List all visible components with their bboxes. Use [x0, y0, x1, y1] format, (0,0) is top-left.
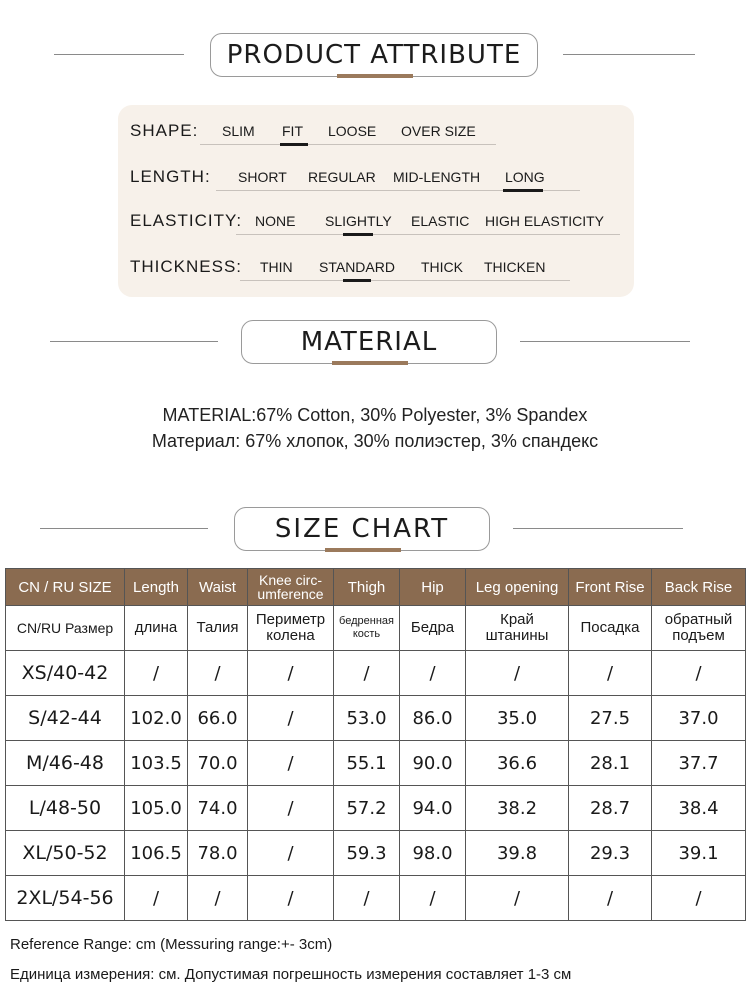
attribute-option: THICK	[421, 259, 463, 275]
attribute-option-selected: FIT	[282, 123, 303, 139]
table-cell: 74.0	[188, 786, 248, 831]
table-cell: 103.5	[125, 741, 188, 786]
divider-left	[54, 54, 184, 55]
table-cell: /	[248, 651, 334, 696]
attribute-label: SHAPE:	[130, 121, 199, 140]
table-cell: /	[466, 651, 569, 696]
table-cell: /	[248, 741, 334, 786]
reference-range-note: Reference Range: cm (Messuring range:+- 3cm)	[10, 936, 333, 953]
table-cell: 98.0	[400, 831, 466, 876]
size-cell: XL/50-52	[6, 831, 125, 876]
attribute-option: HIGH ELASTICITY	[485, 213, 605, 229]
table-cell: 78.0	[188, 831, 248, 876]
table-row	[6, 786, 746, 831]
attribute-option: THICKEN	[484, 259, 546, 275]
attribute-option: REGULAR	[308, 169, 376, 185]
table-cell: /	[125, 876, 188, 921]
divider-right	[520, 341, 690, 342]
attribute-underline	[240, 280, 570, 281]
table-row	[6, 741, 746, 786]
section-title: SIZE CHART	[234, 507, 490, 551]
table-cell: /	[400, 876, 466, 921]
table-cell: /	[248, 831, 334, 876]
table-cell: 53.0	[334, 696, 400, 741]
table-cell: /	[188, 876, 248, 921]
attribute-option: NONE	[255, 213, 296, 229]
column-header-ru: длина	[125, 606, 188, 651]
table-cell: 90.0	[400, 741, 466, 786]
table-row	[6, 831, 746, 876]
attribute-row-elasticity	[118, 209, 634, 239]
attribute-option: SLIM	[222, 123, 255, 139]
section-title: PRODUCT ATTRIBUTE	[210, 33, 538, 77]
table-cell: /	[248, 876, 334, 921]
column-header: Waist	[188, 569, 248, 606]
column-header-ru: Посадка	[569, 606, 652, 651]
table-header-row	[6, 569, 746, 606]
column-header-ru: Бедра	[400, 606, 466, 651]
divider-right	[513, 528, 683, 529]
column-header-ru: CN/RU Размер	[6, 606, 125, 651]
table-cell: 57.2	[334, 786, 400, 831]
table-cell: /	[466, 876, 569, 921]
attribute-option: LOOSE	[328, 123, 377, 139]
table-cell: 70.0	[188, 741, 248, 786]
table-cell: 36.6	[466, 741, 569, 786]
table-cell: 105.0	[125, 786, 188, 831]
attribute-option-selected: LONG	[505, 169, 545, 185]
section-title: MATERIAL	[241, 320, 497, 364]
table-cell: /	[652, 651, 746, 696]
column-header-ru: Край штанины	[466, 606, 569, 651]
table-cell: /	[400, 651, 466, 696]
table-cell: 37.7	[652, 741, 746, 786]
table-cell: /	[652, 876, 746, 921]
divider-left	[40, 528, 208, 529]
reference-range-note-ru: Единица измерения: см. Допустимая погрешность измерения составляет 1-3 см	[10, 966, 572, 983]
table-cell: 28.7	[569, 786, 652, 831]
column-header: CN / RU SIZE	[6, 569, 125, 606]
column-header: Front Rise	[569, 569, 652, 606]
divider-right	[563, 54, 695, 55]
table-cell: 28.1	[569, 741, 652, 786]
attribute-label: ELASTICITY:	[130, 211, 243, 230]
attribute-panel	[118, 105, 634, 297]
material-russian: Материал: 67% хлопок, 30% полиэстер, 3% спандекс	[151, 431, 599, 451]
selected-marker	[280, 143, 308, 146]
column-header-ru: бедренная кость	[334, 606, 400, 651]
column-header: Thigh	[334, 569, 400, 606]
table-cell: /	[569, 651, 652, 696]
size-cell: L/48-50	[6, 786, 125, 831]
attribute-option: ELASTIC	[411, 213, 470, 229]
divider-left	[50, 341, 218, 342]
table-cell: /	[248, 786, 334, 831]
table-header-row-ru	[6, 606, 746, 651]
table-cell: /	[569, 876, 652, 921]
table-cell: 102.0	[125, 696, 188, 741]
table-cell: 38.2	[466, 786, 569, 831]
table-row	[6, 876, 746, 921]
table-cell: 106.5	[125, 831, 188, 876]
table-cell: 86.0	[400, 696, 466, 741]
table-cell: 37.0	[652, 696, 746, 741]
size-cell: M/46-48	[6, 741, 125, 786]
table-cell: 27.5	[569, 696, 652, 741]
table-cell: 39.1	[652, 831, 746, 876]
attribute-label: LENGTH:	[130, 167, 211, 186]
table-cell: 55.1	[334, 741, 400, 786]
table-row	[6, 696, 746, 741]
attribute-row-thickness	[118, 255, 634, 285]
size-cell: XS/40-42	[6, 651, 125, 696]
column-header: Knee circ- umference	[248, 569, 334, 606]
attribute-option-selected: SLIGHTLY	[325, 213, 392, 229]
table-cell: /	[248, 696, 334, 741]
attribute-label: THICKNESS:	[130, 257, 243, 276]
size-cell: 2XL/54-56	[6, 876, 125, 921]
column-header-ru: Талия	[188, 606, 248, 651]
size-cell: S/42-44	[6, 696, 125, 741]
attribute-option: SHORT	[238, 169, 287, 185]
selected-marker	[503, 189, 543, 192]
table-cell: 94.0	[400, 786, 466, 831]
table-row	[6, 651, 746, 696]
table-cell: /	[334, 876, 400, 921]
attribute-option-selected: STANDARD	[319, 259, 395, 275]
title-accent-bar	[337, 74, 413, 78]
size-chart-table	[5, 568, 746, 921]
table-cell: 29.3	[569, 831, 652, 876]
attribute-option: OVER SIZE	[401, 123, 476, 139]
selected-marker	[343, 279, 371, 282]
column-header-ru: Периметр колена	[248, 606, 334, 651]
column-header: Leg opening	[466, 569, 569, 606]
table-cell: 38.4	[652, 786, 746, 831]
attribute-underline	[236, 234, 620, 235]
selected-marker	[343, 233, 373, 236]
column-header: Length	[125, 569, 188, 606]
column-header-ru: обратный подъем	[652, 606, 746, 651]
table-cell: 66.0	[188, 696, 248, 741]
table-cell: /	[188, 651, 248, 696]
material-english: MATERIAL:67% Cotton, 30% Polyester, 3% Spandex	[162, 405, 588, 425]
table-cell: 39.8	[466, 831, 569, 876]
title-accent-bar	[325, 548, 401, 552]
table-cell: /	[125, 651, 188, 696]
title-accent-bar	[332, 361, 408, 365]
table-cell: 59.3	[334, 831, 400, 876]
attribute-option: MID-LENGTH	[393, 169, 481, 185]
column-header: Hip	[400, 569, 466, 606]
attribute-row-length	[118, 165, 634, 195]
table-cell: 35.0	[466, 696, 569, 741]
table-cell: /	[334, 651, 400, 696]
attribute-row-shape	[118, 119, 634, 149]
attribute-underline	[200, 144, 496, 145]
attribute-option: THIN	[260, 259, 293, 275]
column-header: Back Rise	[652, 569, 746, 606]
